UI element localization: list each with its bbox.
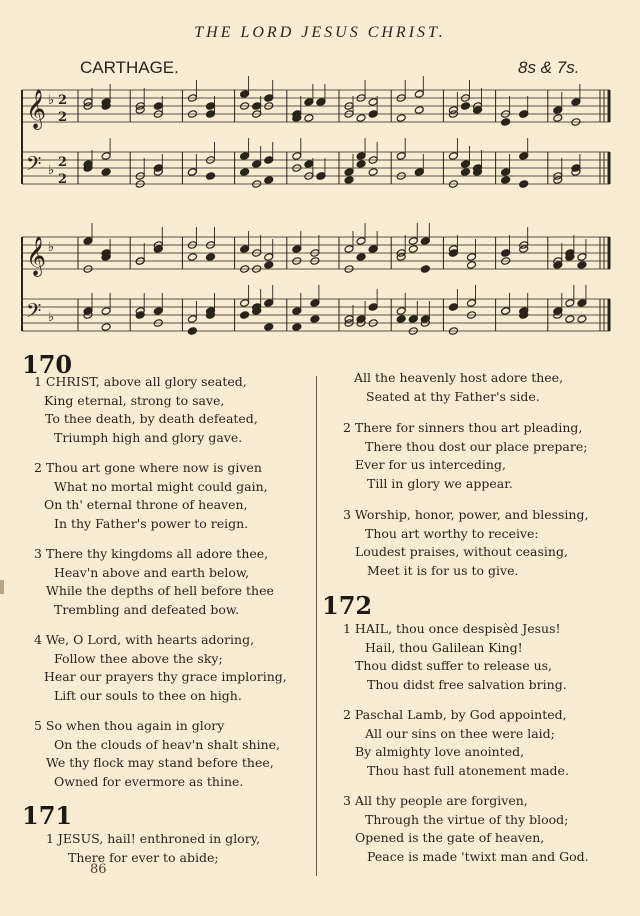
hymn-171-stanza-1-part-b	[354, 369, 563, 406]
hymn-172-stanza-2	[343, 706, 569, 780]
note-head	[420, 237, 430, 246]
verse-line: Till in glory we appear.	[367, 475, 513, 491]
note-head	[101, 307, 111, 316]
note-head	[414, 106, 424, 115]
note-head	[292, 152, 302, 161]
verse-line: Hear our prayers thy grace imploring,	[44, 669, 287, 685]
note-head	[553, 114, 563, 123]
note-head	[565, 299, 575, 308]
meter-label: 8s & 7s.	[518, 58, 580, 77]
note-head	[501, 249, 511, 258]
verse-line: 3 There thy kingdoms all adore thee,	[34, 546, 269, 561]
hymn-172-stanza-3	[343, 792, 589, 866]
note-head	[448, 152, 458, 161]
note-head	[304, 160, 314, 169]
treble-clef-icon: 𝄞	[26, 89, 47, 129]
verse-line: Opened is the gate of heaven,	[355, 830, 545, 846]
bass-clef-icon: 𝄢	[26, 152, 42, 180]
verse-line: 2 Thou art gone where now is given	[34, 460, 262, 475]
hymn-171-stanza-1-part-a	[46, 830, 260, 867]
note-head	[501, 118, 511, 127]
note-head	[153, 102, 163, 111]
verse-line: Triumph high and glory gave.	[54, 429, 243, 445]
verse-line: Thou didst free salvation bring.	[367, 676, 567, 692]
verse-line: Peace is made 'twixt man and God.	[367, 848, 589, 864]
verse-line: Follow thee above the sky;	[54, 650, 223, 666]
note-head	[396, 307, 406, 316]
verse-line: In thy Father's power to reign.	[54, 515, 249, 531]
note-head	[206, 253, 216, 262]
verse-line: Owned for evermore as thine.	[54, 773, 244, 789]
hymn-170-stanza-1	[34, 373, 258, 447]
tune-name: CARTHAGE.	[80, 58, 179, 77]
note-head	[264, 299, 274, 308]
hymn-172-stanza-1	[343, 620, 567, 694]
verse-line: We thy flock may stand before thee,	[46, 755, 274, 771]
note-head	[577, 253, 587, 262]
note-head	[83, 237, 93, 246]
note-head	[264, 94, 274, 103]
note-head	[467, 253, 477, 262]
note-head	[356, 152, 366, 161]
time-signature-numerator: 2	[58, 93, 68, 108]
note-head	[344, 168, 354, 177]
note-head	[414, 90, 424, 99]
note-head	[240, 311, 250, 320]
page-edge-mark	[0, 580, 4, 594]
note-head	[356, 253, 366, 262]
note-head	[553, 106, 563, 115]
verse-line: Through the virtue of thy blood;	[365, 811, 569, 827]
note-head	[420, 265, 430, 274]
note-head	[292, 323, 302, 332]
note-head	[460, 168, 470, 177]
verse-line: On th' eternal throne of heaven,	[44, 497, 248, 513]
hymn-number-172: 172	[322, 591, 373, 620]
note-head	[344, 176, 354, 185]
note-head	[316, 98, 326, 107]
note-head	[368, 98, 378, 107]
hymn-170-stanza-5	[34, 717, 280, 791]
hymn-171-stanza-3	[343, 506, 588, 580]
note-head	[501, 168, 511, 177]
note-head	[264, 261, 274, 270]
hymn-170-stanza-3	[34, 545, 274, 619]
verse-line: Thou art worthy to receive:	[365, 525, 539, 541]
note-head	[304, 98, 314, 107]
note-head	[206, 172, 216, 181]
note-head	[101, 323, 111, 332]
verse-line: 1 JESUS, hail! enthroned in glory,	[46, 831, 261, 846]
note-head	[240, 299, 250, 308]
verse-line: While the depths of hell before thee	[46, 583, 274, 599]
hymn-171-stanza-2	[343, 419, 587, 493]
verse-line: King eternal, strong to save,	[44, 392, 225, 408]
note-head	[577, 261, 587, 270]
verse-line: Hail, thou Galilean King!	[365, 639, 523, 655]
note-head	[467, 299, 477, 308]
note-head	[344, 245, 354, 254]
verse-line: By almighty love anointed,	[355, 744, 525, 760]
verse-line: Trembling and defeated bow.	[54, 601, 240, 617]
verse-line: Heav'n above and earth below,	[54, 564, 250, 580]
note-head	[153, 307, 163, 316]
verse-line: On the clouds of heav'n shalt shine,	[54, 736, 281, 752]
hymn-number-170: 170	[22, 350, 73, 379]
verse-line: There thou dost our place prepare;	[365, 438, 588, 454]
note-head	[264, 253, 274, 262]
note-head	[240, 90, 250, 99]
verse-line: 3 Worship, honor, power, and blessing,	[343, 507, 589, 522]
note-head	[252, 160, 262, 169]
note-head	[356, 114, 366, 123]
note-head	[187, 327, 197, 336]
note-head	[396, 114, 406, 123]
note-head	[252, 102, 262, 111]
running-title: THE LORD JESUS CHRIST.	[194, 24, 446, 41]
note-head	[292, 307, 302, 316]
note-head	[577, 299, 587, 308]
flat-sign-icon: ♭	[48, 240, 55, 255]
verse-line: 2 There for sinners thou art pleading,	[343, 420, 583, 435]
note-head	[368, 303, 378, 312]
note-head	[501, 307, 511, 316]
column-divider	[316, 376, 317, 876]
note-head	[187, 253, 197, 262]
note-head	[310, 315, 320, 324]
note-head	[448, 303, 458, 312]
note-head	[206, 102, 216, 111]
note-head	[408, 237, 418, 246]
note-head	[519, 152, 529, 161]
note-head	[101, 168, 111, 177]
verse-line: 1 CHRIST, above all glory seated,	[34, 374, 247, 389]
time-signature-denominator: 2	[58, 172, 68, 187]
verse-line: 1 HAIL, thou once despisèd Jesus!	[343, 621, 561, 636]
time-signature-denominator: 2	[58, 110, 68, 125]
note-head	[187, 168, 197, 177]
note-head	[565, 315, 575, 324]
verse-line: What no mortal might could gain,	[54, 478, 268, 494]
note-head	[519, 180, 529, 189]
note-head	[460, 160, 470, 169]
note-head	[577, 315, 587, 324]
note-head	[460, 102, 470, 111]
bass-clef-icon: 𝄢	[26, 299, 42, 327]
note-head	[396, 152, 406, 161]
verse-line: To thee death, by death defeated,	[45, 411, 258, 427]
note-head	[571, 98, 581, 107]
time-signature-numerator: 2	[58, 155, 68, 170]
flat-sign-icon: ♭	[48, 310, 55, 325]
note-head	[240, 152, 250, 161]
hymn-170-stanza-4	[34, 631, 287, 705]
note-head	[292, 245, 302, 254]
note-head	[408, 315, 418, 324]
flat-sign-icon: ♭	[48, 163, 55, 178]
verse-line: 4 We, O Lord, with hearts adoring,	[34, 632, 255, 647]
note-head	[101, 152, 111, 161]
note-head	[264, 323, 274, 332]
note-head	[187, 315, 197, 324]
music-score	[0, 0, 640, 345]
verse-line: Meet it is for us to give.	[367, 562, 519, 578]
verse-line: All the heavenly host adore thee,	[354, 370, 564, 385]
note-head	[396, 315, 406, 324]
verse-line: Thou didst suffer to release us,	[355, 658, 553, 674]
verse-line: Lift our souls to thee on high.	[54, 687, 242, 703]
note-head	[368, 168, 378, 177]
note-head	[356, 237, 366, 246]
verse-line: 3 All thy people are forgiven,	[343, 793, 528, 808]
note-head	[501, 176, 511, 185]
note-head	[356, 160, 366, 169]
verse-line: Loudest praises, without ceasing,	[355, 544, 568, 560]
verse-line: Thou hast full atonement made.	[367, 762, 569, 778]
note-head	[467, 261, 477, 270]
page-number: 86	[90, 862, 107, 877]
flat-sign-icon: ♭	[48, 93, 55, 108]
hymn-number-171: 171	[22, 801, 73, 830]
verse-line: Seated at thy Father's side.	[366, 388, 540, 404]
note-head	[304, 114, 314, 123]
note-head	[240, 245, 250, 254]
hymn-170-stanza-2	[34, 459, 268, 533]
note-head	[368, 110, 378, 119]
note-head	[264, 176, 274, 185]
note-head	[240, 168, 250, 177]
note-head	[264, 156, 274, 165]
note-head	[206, 110, 216, 119]
verse-line: 5 So when thou again in glory	[34, 718, 225, 733]
treble-clef-icon: 𝄞	[26, 236, 47, 276]
verse-line: All our sins on thee were laid;	[365, 725, 555, 741]
note-head	[310, 299, 320, 308]
verse-line: Ever for us interceding,	[355, 457, 506, 473]
verse-line: 2 Paschal Lamb, by God appointed,	[343, 707, 567, 722]
verse-line: There for ever to abide;	[68, 849, 219, 865]
note-head	[408, 245, 418, 254]
